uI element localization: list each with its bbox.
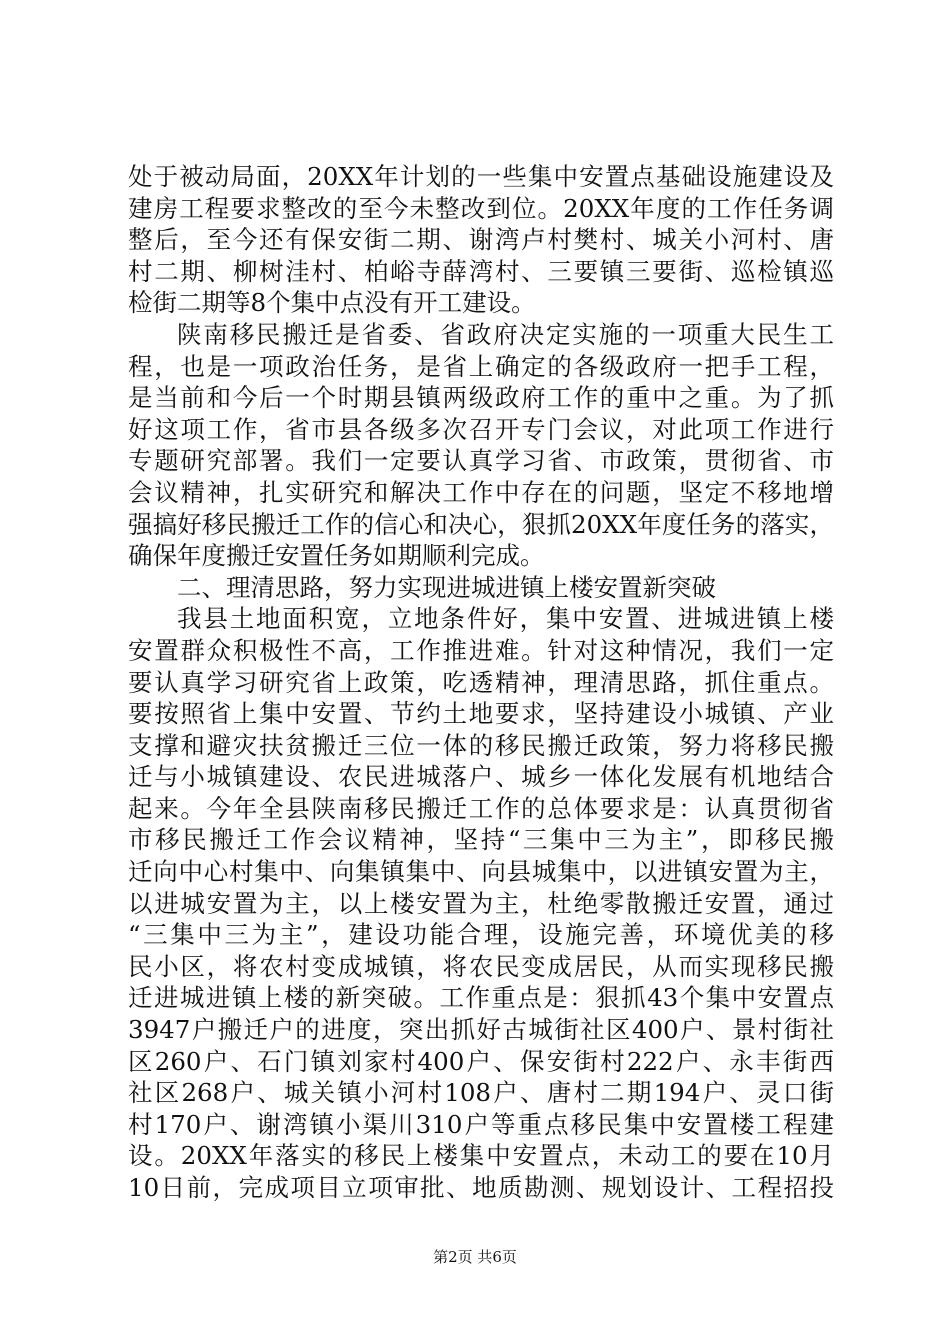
text-line: 程，也是一项政治任务，是省上确定的各级政府一把手工程，: [128, 351, 834, 381]
text-line: 支撑和避灾扶贫搬迁三位一体的移民搬迁政策，努力将移民搬: [128, 730, 834, 760]
text-line: 迁进城进镇上楼的新突破。工作重点是：狠抓43个集中安置点: [128, 983, 834, 1013]
text-line: 起来。今年全县陕南移民搬迁工作的总体要求是：认真贯彻省: [128, 793, 834, 823]
text-line: 要按照省上集中安置、节约土地要求，坚持建设小城镇、产业: [128, 699, 834, 729]
text-line: 确保年度搬迁安置任务如期顺利完成。: [128, 541, 545, 571]
text-line: 好这项工作，省市县各级多次召开专门会议，对此项工作进行: [128, 414, 834, 444]
text-line: 建房工程要求整改的至今未整改到位。20XX年度的工作任务调: [128, 193, 834, 223]
text-line: 要认真学习研究省上政策，吃透精神，理清思路，抓住重点。: [128, 667, 834, 697]
text-line: 陕南移民搬迁是省委、省政府决定实施的一项重大民生工: [177, 319, 834, 349]
text-line: 设。20XX年落实的移民上楼集中安置点，未动工的要在10月: [128, 1141, 834, 1171]
text-line: “三集中三为主”，建设功能合理，设施完善，环境优美的移: [128, 920, 834, 950]
text-line: 检街二期等8个集中点没有开工建设。: [128, 288, 536, 318]
text-line: 社区268户、城关镇小河村108户、唐村二期194户、灵口街: [128, 1078, 834, 1108]
text-line: 村170户、谢湾镇小渠川310户等重点移民集中安置楼工程建: [128, 1109, 834, 1139]
text-line: 迁与小城镇建设、农民进城落户、城乡一体化发展有机地结合: [128, 762, 834, 792]
text-line: 安置群众积极性不高，工作推进难。针对这种情况，我们一定: [128, 635, 834, 665]
text-line: 强搞好移民搬迁工作的信心和决心，狠抓20XX年度任务的落实，: [128, 509, 834, 539]
text-line: 处于被动局面，20XX年计划的一些集中安置点基础设施建设及: [128, 162, 834, 191]
page-footer: 第2页 共6页: [433, 1248, 517, 1266]
text-line: 迁向中心村集中、向集镇集中、向县城集中，以进镇安置为主，: [128, 857, 834, 887]
text-line: 会议精神，扎实研究和解决工作中存在的问题，坚定不移地增: [128, 477, 834, 507]
text-line: 二、理清思路，努力实现进城进镇上楼安置新突破: [177, 572, 716, 602]
text-line: 市移民搬迁工作会议精神，坚持“三集中三为主”，即移民搬: [128, 825, 834, 855]
text-line: 以进城安置为主，以上楼安置为主，杜绝零散搬迁安置，通过: [128, 888, 834, 918]
text-line: 10日前，完成项目立项审批、地质勘测、规划设计、工程招投: [128, 1173, 834, 1202]
text-line: 整后，至今还有保安街二期、谢湾卢村樊村、城关小河村、唐: [128, 225, 834, 255]
text-line: 我县土地面积宽，立地条件好，集中安置、进城进镇上楼: [177, 604, 834, 634]
text-line: 区260户、石门镇刘家村400户、保安街村222户、永丰街西: [128, 1046, 834, 1076]
text-line: 村二期、柳树洼村、柏峪寺薛湾村、三要镇三要街、巡检镇巡: [128, 256, 834, 286]
document-body: [128, 161, 834, 1204]
text-line: 是当前和今后一个时期县镇两级政府工作的重中之重。为了抓: [128, 383, 834, 413]
text-line: 3947户搬迁户的进度，突出抓好古城街社区400户、景村街社: [128, 1015, 834, 1045]
text-line: 专题研究部署。我们一定要认真学习省、市政策，贯彻省、市: [128, 446, 834, 476]
text-line: 民小区，将农村变成城镇，将农民变成居民，从而实现移民搬: [128, 951, 834, 981]
